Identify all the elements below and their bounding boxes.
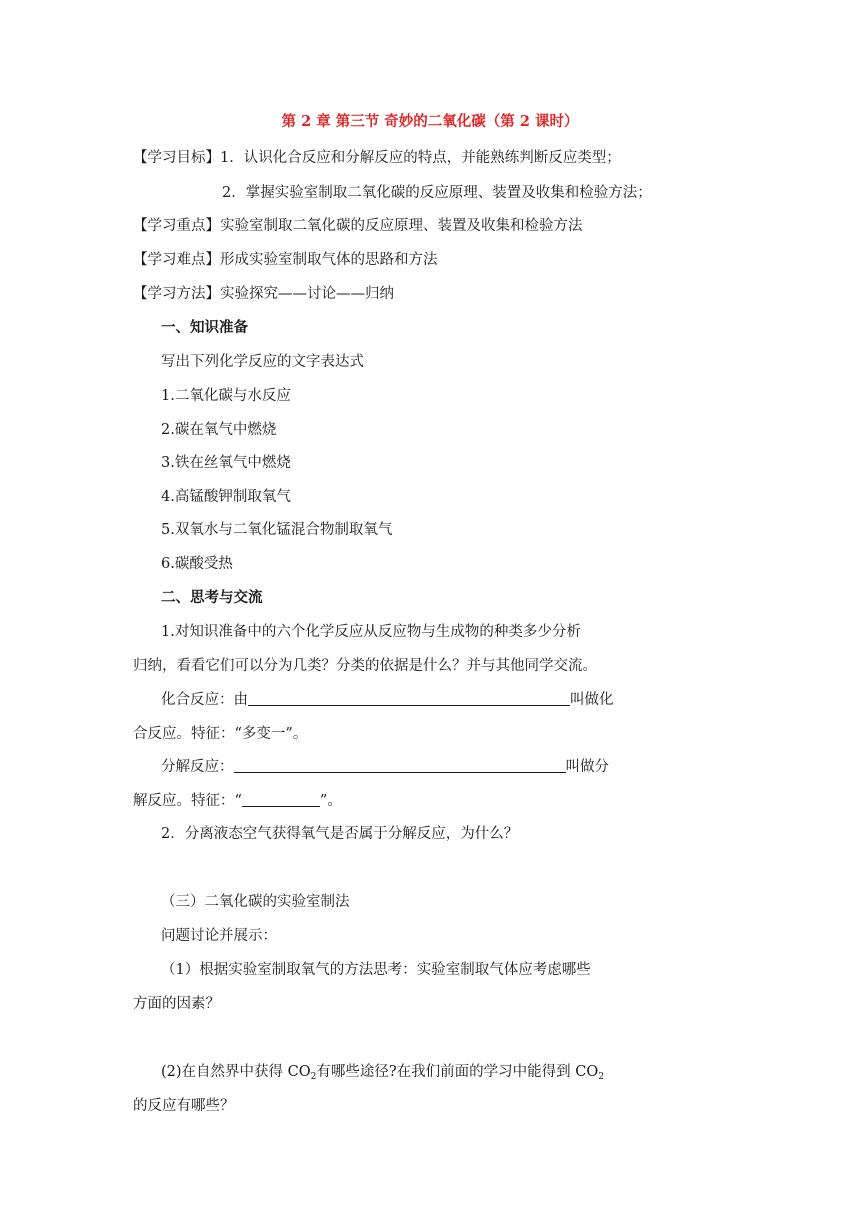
page-title: 第 2 章 第三节 奇妙的二氧化碳（第 2 课时） <box>281 113 579 130</box>
decomposition-feature <box>133 789 342 810</box>
list-item: 6.碳酸受热 <box>161 556 233 572</box>
question-1-line-2: 归纳，看看它们可以分为几类？分类的依据是什么？并与其他同学交流。 <box>133 658 597 674</box>
problem-2-text-b: 有哪些途径?在我们前面的学习中能得到 CO <box>316 1064 599 1080</box>
section-3-heading: （三）二氧化碳的实验室制法 <box>161 894 350 910</box>
decomposition-suffix: 叫做分 <box>565 759 609 775</box>
list-item: 3.铁在丝氧气中燃烧 <box>161 455 291 471</box>
problem-2-text-a: (2)在自然界中获得 CO <box>161 1064 311 1080</box>
combination-answer-blank[interactable] <box>248 691 570 706</box>
combination-suffix: 叫做化 <box>570 692 614 708</box>
problem-2-line-1 <box>161 1060 604 1082</box>
key-point-text: 实验室制取二氧化碳的反应原理、装置及收集和检验方法 <box>220 218 583 234</box>
list-item: 4.高锰酸钾制取氧气 <box>161 489 291 505</box>
difficulty-label: 【学习难点】 <box>133 252 220 268</box>
decomposition-feature-b: ”。 <box>319 793 342 809</box>
list-item: 2.碳在氧气中燃烧 <box>161 422 277 438</box>
section-1-heading: 一、知识准备 <box>161 319 248 336</box>
section-2-heading: 二、思考与交流 <box>161 589 263 606</box>
decomposition-reaction <box>161 755 609 776</box>
goal-item-2: 2．掌握实验室制取二氧化碳的反应原理、装置及收集和检验方法； <box>222 185 652 201</box>
key-point-label: 【学习重点】 <box>133 218 220 234</box>
list-item: 1.二氧化碳与水反应 <box>161 388 291 404</box>
method-text: 实验探究——讨论——归纳 <box>220 286 394 302</box>
problem-2-line-2: 的反应有哪些？ <box>133 1098 235 1114</box>
difficulty <box>133 248 438 269</box>
combination-reaction <box>161 688 614 709</box>
decomposition-feature-blank[interactable] <box>242 792 320 807</box>
key-point <box>133 214 583 235</box>
combination-prefix: 化合反应：由 <box>161 692 248 708</box>
learning-goals <box>133 146 621 167</box>
decomposition-answer-blank[interactable] <box>234 758 566 773</box>
goal-item-1: 1．认识化合反应和分解反应的特点，并能熟练判断反应类型； <box>220 150 621 166</box>
subscript: 2 <box>598 1072 604 1082</box>
problem-1-line-1: （1）根据实验室制取氧气的方法思考：实验室制取气体应考虑哪些 <box>161 962 591 978</box>
decomposition-prefix: 分解反应： <box>161 759 234 775</box>
problem-1-line-2: 方面的因素？ <box>133 996 220 1012</box>
difficulty-text: 形成实验室制取气体的思路和方法 <box>220 252 438 268</box>
question-1-line-1: 1.对知识准备中的六个化学反应从反应物与生成物的种类多少分析 <box>161 624 581 640</box>
list-item: 5.双氧水与二氧化锰混合物制取氧气 <box>161 522 393 538</box>
decomposition-feature-a: 解反应。特征：“ <box>133 793 242 809</box>
goals-label: 【学习目标】 <box>133 150 220 166</box>
section-3-intro: 问题讨论并展示： <box>161 928 277 944</box>
method <box>133 282 394 303</box>
subscript: 2 <box>310 1072 317 1082</box>
method-label: 【学习方法】 <box>133 286 220 302</box>
combination-feature: 合反应。特征：“多变一”。 <box>133 726 308 742</box>
section-1-intro: 写出下列化学反应的文字表达式 <box>161 354 364 370</box>
question-2: 2．分离液态空气获得氧气是否属于分解反应，为什么？ <box>161 826 519 842</box>
